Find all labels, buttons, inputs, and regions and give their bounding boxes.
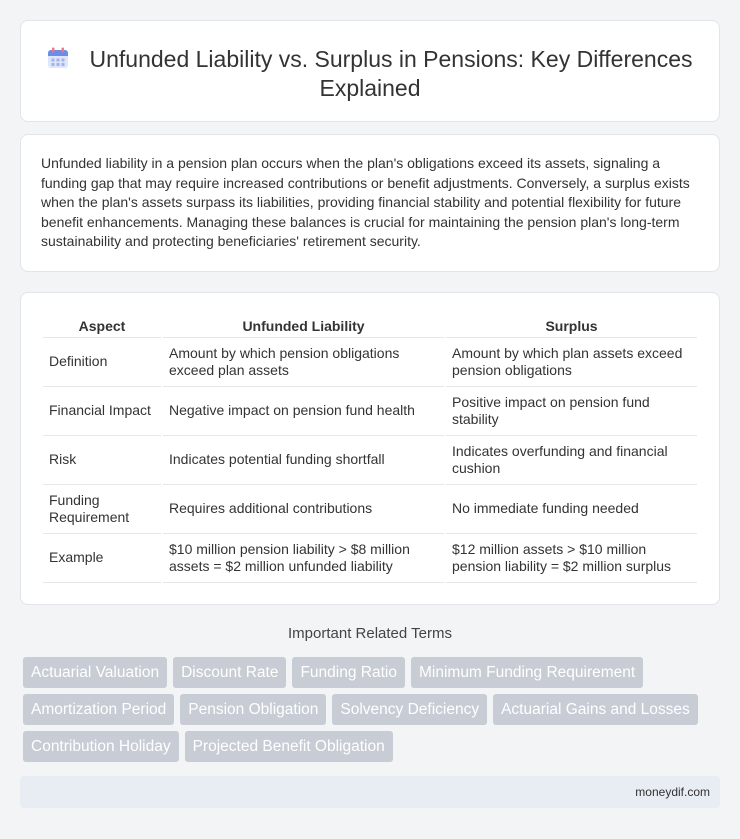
intro-card [20,134,720,272]
footer-site[interactable]: moneydif.com [635,785,710,799]
page-title-wrap [21,45,719,103]
term-tag[interactable]: Funding Ratio [292,657,405,688]
title-card [20,20,720,122]
calendar-icon [47,47,69,69]
cell-aspect: Risk [43,436,161,485]
term-tag[interactable]: Contribution Holiday [23,731,179,762]
cell-unfunded: $10 million pension liability > $8 million assets = $2 million unfunded liability [163,534,444,583]
header-aspect: Aspect [43,315,161,338]
page-title: Unfunded Liability vs. Surplus in Pensions: Key Differences Explained [89,46,693,101]
cell-unfunded: Amount by which pension obligations exceed plan assets [163,338,444,387]
header-unfunded-liability: Unfunded Liability [163,315,444,338]
term-tag[interactable]: Projected Benefit Obligation [185,731,393,762]
related-terms-title: Important Related Terms [288,625,452,642]
cell-aspect: Financial Impact [43,387,161,436]
table-row [43,485,697,534]
term-tag[interactable]: Pension Obligation [180,694,326,725]
footer [20,776,720,808]
cell-aspect: Example [43,534,161,583]
term-tag[interactable]: Minimum Funding Requirement [411,657,643,688]
table-row [43,387,697,436]
related-terms-list [23,657,723,762]
header-surplus: Surplus [446,315,697,338]
term-tag[interactable]: Actuarial Valuation [23,657,167,688]
table-row [43,338,697,387]
cell-surplus: No immediate funding needed [446,485,697,534]
comparison-card [20,292,720,605]
table-row [43,534,697,583]
table-row [43,436,697,485]
cell-surplus: Indicates overfunding and financial cushion [446,436,697,485]
cell-surplus: $12 million assets > $10 million pension liability = $2 million surplus [446,534,697,583]
intro-text: Unfunded liability in a pension plan occurs when the plan's obligations exceed its assets, signaling a funding gap that may require increased contributions or benefit adjustments. Conversely, a surplus exists when the plan's assets surpass its liabilities, providing financial stability and potential flexibility for future benefit enhancements. Managing these balances is crucial for maintaining the pension plan's long-term sustainability and protecting beneficiaries' retirement security. [41,155,690,250]
term-tag[interactable]: Discount Rate [173,657,286,688]
comparison-table [41,315,699,583]
cell-aspect: Definition [43,338,161,387]
cell-surplus: Amount by which plan assets exceed pension obligations [446,338,697,387]
term-tag[interactable]: Solvency Deficiency [332,694,487,725]
term-tag[interactable]: Actuarial Gains and Losses [493,694,698,725]
cell-unfunded: Negative impact on pension fund health [163,387,444,436]
cell-unfunded: Requires additional contributions [163,485,444,534]
cell-aspect: Funding Requirement [43,485,161,534]
cell-unfunded: Indicates potential funding shortfall [163,436,444,485]
cell-surplus: Positive impact on pension fund stability [446,387,697,436]
term-tag[interactable]: Amortization Period [23,694,174,725]
table-header-row [43,315,697,338]
